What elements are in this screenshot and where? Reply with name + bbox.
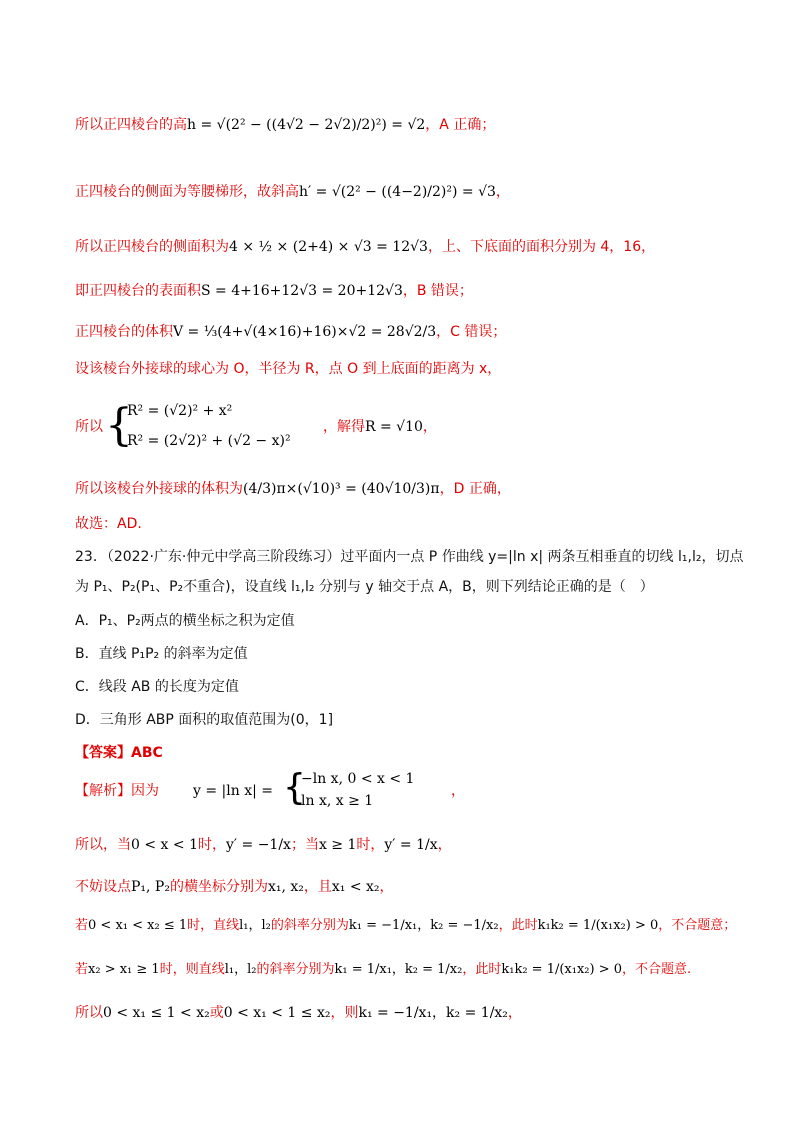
solution-line-conclusion [75, 515, 760, 533]
text: 的斜率分别为 [256, 962, 335, 977]
option-text: A．P₁、P₂两点的横坐标之积为定值 [75, 613, 295, 629]
text: 正四棱台的侧面为等腰梯形，故斜高 [75, 184, 299, 200]
analysis-line-1 [75, 767, 760, 814]
text: ，且 [303, 879, 332, 895]
text: ， [495, 184, 510, 200]
text: ，不合题意. [622, 962, 692, 977]
left-brace: { [283, 767, 306, 808]
text: 时，则直线 [159, 962, 225, 977]
answer-label [75, 744, 760, 762]
analysis-line-3 [75, 878, 760, 896]
math-height: h = √(2² − ((4√2 − 2√2)/2)²) = √2 [187, 117, 426, 133]
text: 故选：AD. [75, 516, 142, 532]
text: 设该棱台外接球的球心为 O，半径为 R，点 O 到上底面的距离为 x， [75, 361, 502, 377]
math: x ≥ 1 [318, 837, 357, 853]
analysis-line-2 [75, 836, 760, 854]
math-surface-area: S = 4+16+12√3 = 20+12√3 [201, 283, 403, 299]
solution-line-surface-area [75, 282, 760, 300]
analysis-line-4 [75, 918, 760, 935]
text: 或 [209, 1005, 224, 1021]
text: ，B 错误； [402, 283, 473, 299]
case-2: ln x, x ≥ 1 [301, 793, 374, 809]
math: x₂ > x₁ ≥ 1 [88, 962, 160, 977]
math: 0 < x₁ < 1 ≤ x₂ [223, 1005, 331, 1021]
math: 0 < x₁ < x₂ ≤ 1 [88, 918, 188, 933]
option-a [75, 612, 760, 630]
text: 所以该棱台外接球的体积为 [75, 481, 243, 497]
math: k₁k₂ = 1/(x₁x₂) > 0 [501, 962, 623, 977]
math: P₁, P₂ [131, 879, 170, 895]
solution-line-lateral-area [75, 238, 760, 256]
text: ， [451, 783, 465, 799]
text: 【答案】ABC [75, 745, 163, 761]
option-b [75, 645, 760, 663]
solution-line-volume [75, 323, 760, 341]
text: ；当 [290, 837, 319, 853]
text: 若 [75, 962, 89, 977]
option-text: D．三角形 ABP 面积的取值范围为(0，1] [75, 712, 334, 728]
text: ，D 正确， [439, 481, 511, 497]
text: ，此时 [462, 962, 502, 977]
option-text: C．线段 AB 的长度为定值 [75, 679, 239, 695]
analysis-line-6 [75, 1004, 760, 1022]
math-lateral-area: 4 × ½ × (2+4) × √3 = 12√3 [229, 239, 428, 255]
math: x₁, x₂ [267, 879, 304, 895]
text: 即正四棱台的表面积 [75, 283, 201, 299]
text: 若 [75, 918, 89, 933]
question-line-2 [75, 578, 760, 596]
text: ， [379, 879, 394, 895]
math: k₁ = −1/x₁，k₂ = −1/x₂ [348, 918, 499, 933]
text: 所以正四棱台的高 [75, 117, 187, 133]
math: 0 < x₁ ≤ 1 < x₂ [103, 1005, 210, 1021]
math: x₁ < x₂ [331, 879, 380, 895]
solution-line-sphere-setup [75, 360, 760, 378]
math-abs-ln: y = |ln x| = [193, 783, 273, 799]
text: 正四棱台的体积 [75, 324, 173, 340]
question-line-1 [75, 548, 760, 566]
equation-2: R² = (2√2)² + (√2 − x)² [127, 433, 291, 449]
text: ，解得 [323, 419, 365, 435]
math-volume: V = ⅓(4+√(4×16)+16)×√2 = 28√2/3 [173, 324, 437, 340]
analysis-line-5 [75, 962, 760, 979]
solution-line-system [75, 400, 760, 456]
text: ，不合题意； [658, 918, 737, 933]
solution-line-sphere-volume [75, 480, 760, 498]
math-slant-height: h′ = √(2² − ((4−2)/2)²) = √3 [299, 184, 496, 200]
text: ，上、下底面的面积分别为 4，16， [427, 239, 656, 255]
math: y′ = −1/x [225, 837, 291, 853]
option-c [75, 678, 760, 696]
math: l₁，l₂ [224, 962, 257, 977]
text: 不妨设点 [75, 879, 131, 895]
math: y′ = 1/x [384, 837, 438, 853]
math: 0 < x < 1 [131, 837, 198, 853]
text: 时，直线 [187, 918, 240, 933]
text [323, 418, 437, 436]
option-text: B．直线 P₁P₂ 的斜率为定值 [75, 646, 248, 662]
math: k₁k₂ = 1/(x₁x₂) > 0 [537, 918, 659, 933]
option-d [75, 711, 760, 729]
solution-line-height [75, 116, 760, 134]
text: ， [422, 419, 437, 435]
text: ，A 正确； [425, 117, 496, 133]
question-text-2: 为 P₁、P₂(P₁、P₂不重合)，设直线 l₁,l₂ 分别与 y 轴交于点 A，B，则下列结论正确的是（ ） [75, 579, 654, 595]
text: 所以 [75, 419, 103, 435]
math-radius: R = √10 [365, 419, 423, 435]
math: k₁ = −1/x₁，k₂ = 1/x₂ [358, 1005, 508, 1021]
text: ，则 [330, 1005, 359, 1021]
text: ，C 错误； [436, 324, 507, 340]
text: 所以正四棱台的侧面积为 [75, 239, 229, 255]
solution-line-slant-height [75, 183, 760, 201]
question-source: （2022·广东·仲元中学高三阶段练习） [106, 549, 341, 565]
question-number: 23． [75, 549, 107, 565]
text: 所以，当 [75, 837, 131, 853]
case-1: −ln x, 0 < x < 1 [301, 771, 415, 787]
text: ， [437, 837, 452, 853]
text: ， [507, 1005, 522, 1021]
math-sphere-volume: (4/3)π×(√10)³ = (40√10/3)π [243, 481, 440, 497]
text: 时， [197, 837, 226, 853]
text: 的横坐标分别为 [169, 879, 268, 895]
math: k₁ = 1/x₁，k₂ = 1/x₂ [334, 962, 463, 977]
text: ，此时 [498, 918, 538, 933]
text: 【解析】因为 [75, 783, 159, 799]
math: l₁，l₂ [239, 918, 271, 933]
left-brace: { [105, 400, 133, 451]
question-text-1: 过平面内一点 P 作曲线 y=|ln x| 两条互相垂直的切线 l₁,l₂，切点 [340, 549, 744, 565]
text: 所以 [75, 1005, 103, 1021]
text: 的斜率分别为 [270, 918, 349, 933]
equation-1: R² = (√2)² + x² [127, 403, 233, 419]
text: 时， [356, 837, 385, 853]
